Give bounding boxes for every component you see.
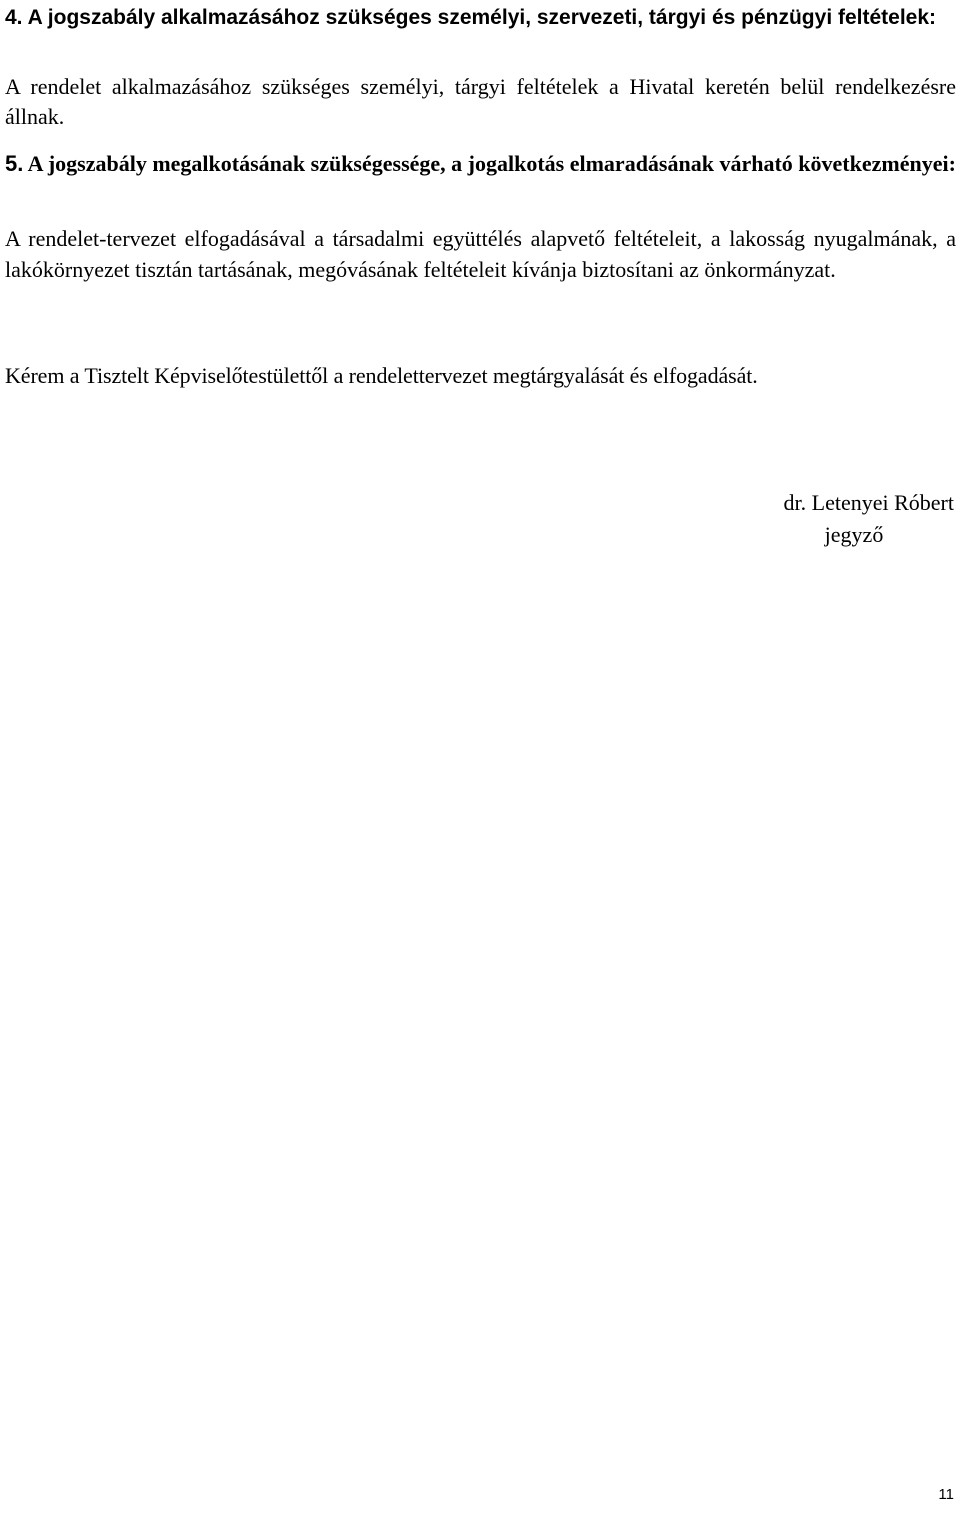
closing-request: Kérem a Tisztelt Képviselőtestülettől a rendelettervezet megtárgyalását és elfogadását.	[5, 363, 758, 388]
section-5-body: A rendelet-tervezet elfogadásával a társadalmi együttélés alapvető feltételeit, a lakosság nyugalmának, a lakókörnyezet tisztán tartásának, megóvásának feltételeit kívánja biztosítani az önkormányzat.	[5, 226, 956, 282]
section-5-number: 5.	[5, 151, 24, 176]
page-number: 11	[938, 1486, 954, 1503]
section-5-heading: A jogszabály megalkotásának szükségessége, a jogalkotás elmaradásának várható következményei:	[27, 151, 956, 176]
section-4-body: A rendelet alkalmazásához szükséges személyi, tárgyi feltételek a Hivatal keretén belül rendelkezésre állnak.	[5, 74, 956, 129]
signature-block	[694, 487, 954, 551]
section-4-heading: 4. A jogszabály alkalmazásához szükséges személyi, szervezeti, tárgyi és pénzügyi feltételek:	[5, 6, 937, 29]
signatory-name: dr. Letenyei Róbert	[783, 490, 954, 515]
signatory-title: jegyző	[824, 522, 884, 547]
section-5-heading-block	[5, 148, 956, 179]
